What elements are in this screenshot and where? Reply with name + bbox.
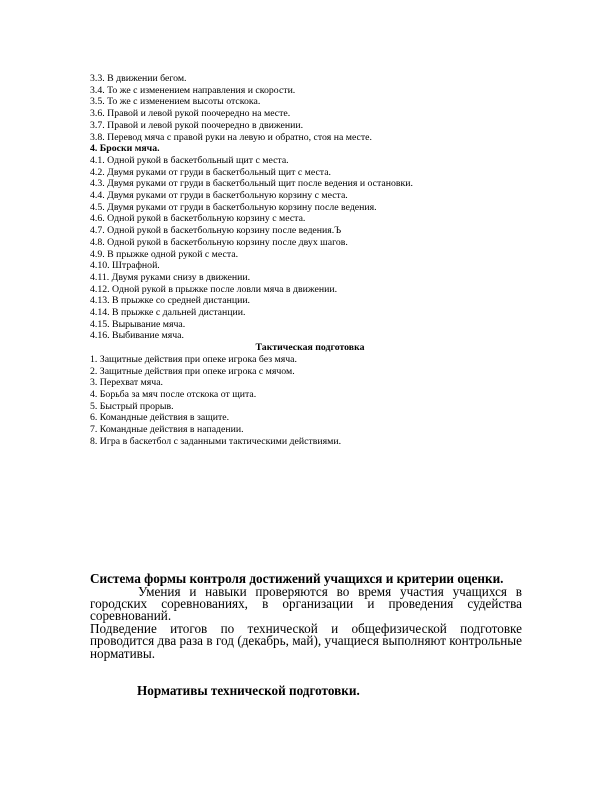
list-item: 3.4. То же с изменением направления и скорости. (90, 84, 296, 96)
list-item: 3.5. То же с изменением высоты отскока. (90, 96, 261, 108)
throws-heading: 4. Броски мяча. (90, 143, 160, 155)
list-item: 4.5. Двумя руками от груди в баскетбольную корзину после ведения. (90, 201, 377, 213)
tactical-items (90, 354, 530, 448)
list-item: 4.15. Вырывание мяча. (90, 318, 186, 330)
list-item: 4.4. Двумя руками от груди в баскетбольную корзину с места. (90, 190, 348, 202)
list-item: 8. Игра в баскетбол с заданными тактическими действиями. (90, 435, 342, 447)
list-item: 3.6. Правой и левой рукой поочередно на месте. (90, 108, 291, 120)
list-item: 4.6. Одной рукой в баскетбольную корзину с места. (90, 213, 306, 225)
list-item: 4. Борьба за мяч после отскока от щита. (90, 388, 257, 400)
list-item: 4.2. Двумя руками от груди в баскетбольный щит с места. (90, 166, 331, 178)
list-item: 3.7. Правой и левой рукой поочередно в движении. (90, 119, 304, 131)
control-section (90, 573, 522, 660)
list-item: 4.3. Двумя руками от груди в баскетбольный щит после ведения и остановки. (90, 178, 413, 190)
control-paragraph-2: Подведение итогов по технической и общефизической подготовке проводится два раза в год (декабрь, май), учащиеся выполняют контрольные нормативы. (90, 620, 522, 661)
list-item: 6. Командные действия в защите. (90, 412, 230, 424)
list-item: 4.7. Одной рукой в баскетбольную корзину после ведения.Ъ (90, 225, 342, 237)
list-item: 4.8. Одной рукой в баскетбольную корзину после двух шагов. (90, 236, 348, 248)
control-heading: Система формы контроля достижений учащихся и критерии оценки. (90, 571, 504, 586)
list-item: 1. Защитные действия при опеке игрока без мяча. (90, 353, 297, 365)
list-item: 7. Командные действия в нападении. (90, 424, 244, 436)
list-item: 4.1. Одной рукой в баскетбольный щит с места. (90, 154, 289, 166)
control-paragraph-1 (90, 583, 522, 624)
list-item: 4.16. Выбивание мяча. (90, 330, 184, 342)
list-item: 3.3. В движении бегом. (90, 73, 187, 84)
dribbling-items (90, 73, 530, 143)
throws-items (90, 155, 530, 342)
list-item: 4.9. В прыжке одной рукой с места. (90, 248, 239, 260)
list-item: 5. Быстрый прорыв. (90, 400, 174, 412)
control-paragraph-1-text: Умения и навыки проверяются во время участия учащихся в городских соревнованиях, в организации и проведения судейства соревнований. (90, 583, 522, 624)
list-item: 4.10. Штрафной. (90, 260, 160, 272)
list-item: 4.12. Одной рукой в прыжке после ловли мяча в движении. (90, 283, 338, 295)
list-item: 3.8. Перевод мяча с правой руки на левую и обратно, стоя на месте. (90, 131, 372, 143)
tactical-heading: Тактическая подготовка (255, 342, 365, 354)
list-item: 4.13. В прыжке со средней дистанции. (90, 295, 251, 307)
list-item: 4.14. В прыжке с дальней дистанции. (90, 307, 246, 319)
list-item: 2. Защитные действия при опеке игрока с мячом. (90, 365, 295, 377)
list-item: 4.11. Двумя руками снизу в движении. (90, 271, 251, 283)
norms-heading: Нормативы технической подготовки. (137, 683, 360, 698)
exercise-list (90, 73, 530, 448)
list-item: 3. Перехват мяча. (90, 377, 163, 389)
